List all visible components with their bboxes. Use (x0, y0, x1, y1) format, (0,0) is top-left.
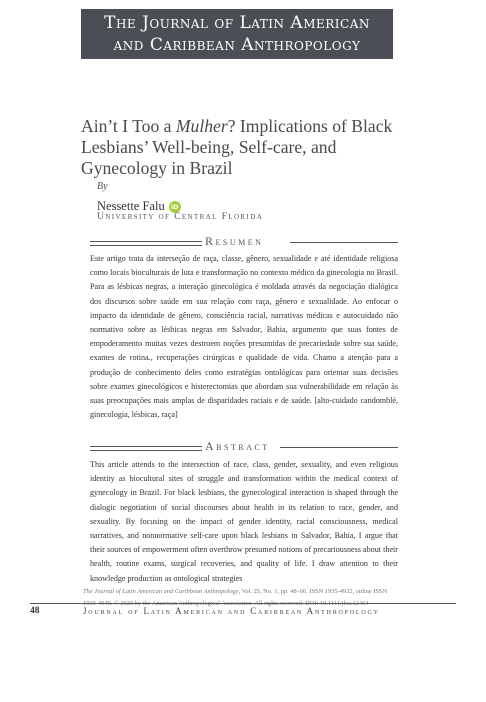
title-italic-word: Mulher (175, 116, 228, 136)
byline-label: By (97, 181, 108, 192)
journal-banner-line1: The Journal of Latin American (104, 13, 370, 33)
resumen-heading-label: Resumen (205, 234, 264, 248)
title-prefix: Ain’t I Too a (81, 116, 176, 136)
citation-journal: The Journal of Latin American and Caribbean Anthropology (83, 588, 239, 595)
resumen-heading (90, 234, 398, 251)
heading-rule-right (280, 447, 398, 448)
journal-banner-line2: and Caribbean Anthropology (113, 35, 361, 55)
footer-rule (30, 603, 456, 604)
abstract-heading-label: Abstract (205, 439, 270, 453)
journal-banner (81, 9, 393, 59)
abstract-text: This article attends to the intersection of race, class, gender, sexuality, and even religious identity as biocultural sites of struggle and transformation within the medical context of gynecology in Brazil. For black lesbians, the gynecological interaction is shaped through the dialogic negotiation of social discourses about health in its relation to race, gender, and sexuality. By focusing on the impact of gender identity, racial consciousness, medical narratives, and nonnormative self-care upon black lesbians in Salvador, Bahia, I argue that their sources of empowerment often overthrow presumed notions of precariousness about their health, routine exams, surgical recoveries, and quality of life. I draw attention to their knowledge production as ontological strategies (90, 460, 398, 583)
author-name[interactable]: Nessette Falu (97, 199, 165, 213)
running-title: Journal of Latin American and Caribbean Anthropology (83, 606, 380, 616)
author-affiliation: University of Central Florida (97, 212, 264, 222)
article-title (81, 116, 401, 179)
heading-double-rule (90, 446, 202, 451)
heading-rule-right (290, 242, 398, 243)
heading-double-rule (90, 241, 202, 246)
citation-details: , Vol. 25, No. 1, pp. 48–66. ISSN 1935-4932, online ISSN 1935-4940. © 2020 by the American Anthropological Association. All rights reserved. DOI: 10.1111/jlca.12464 (83, 588, 388, 607)
resumen-text: Este artigo trata da interseção de raça, classe, gênero, sexualidade e até identidade religiosa como locais bioculturais de luta e transformação no contexto médico da ginecologia no Brasil. Para as lésbicas negras, a interação ginecológica é moldada através da negociação dialógica dos discursos sobre saúde em sua relação com raça, gênero e sexualidade. Ao enfocar o impacto da identidade de gênero, consciência racial, narrativas médicas e autocuidado não normativo sobre as lésbicas negras em Salvador, Bahia, argumento que suas fontes de empoderamento muitas vezes destroem noções presumidas de precariedade sobre sua saúde, exames de rotina., recuperações cirúrgicas e qualidade de vida. Chamo a atenção para a produção de conhecimento deles como estratégias ontológicas para orientar suas decisões sobre exames ginecológicos e histerectomias que abordam sua vulnerabilidade em relação às suas preocupações mais amplas de disparidades raciais e de saúde. [alto-cuidado candomblé, ginecologia, lésbicas, raça] (90, 254, 398, 420)
orcid-icon[interactable]: iD (169, 201, 181, 213)
page-number: 48 (30, 606, 40, 616)
abstract-heading (90, 439, 398, 456)
title-rest: ? Implications of Black Lesbians’ Well-being, Self-care, and Gynecology in Brazil (81, 116, 393, 178)
